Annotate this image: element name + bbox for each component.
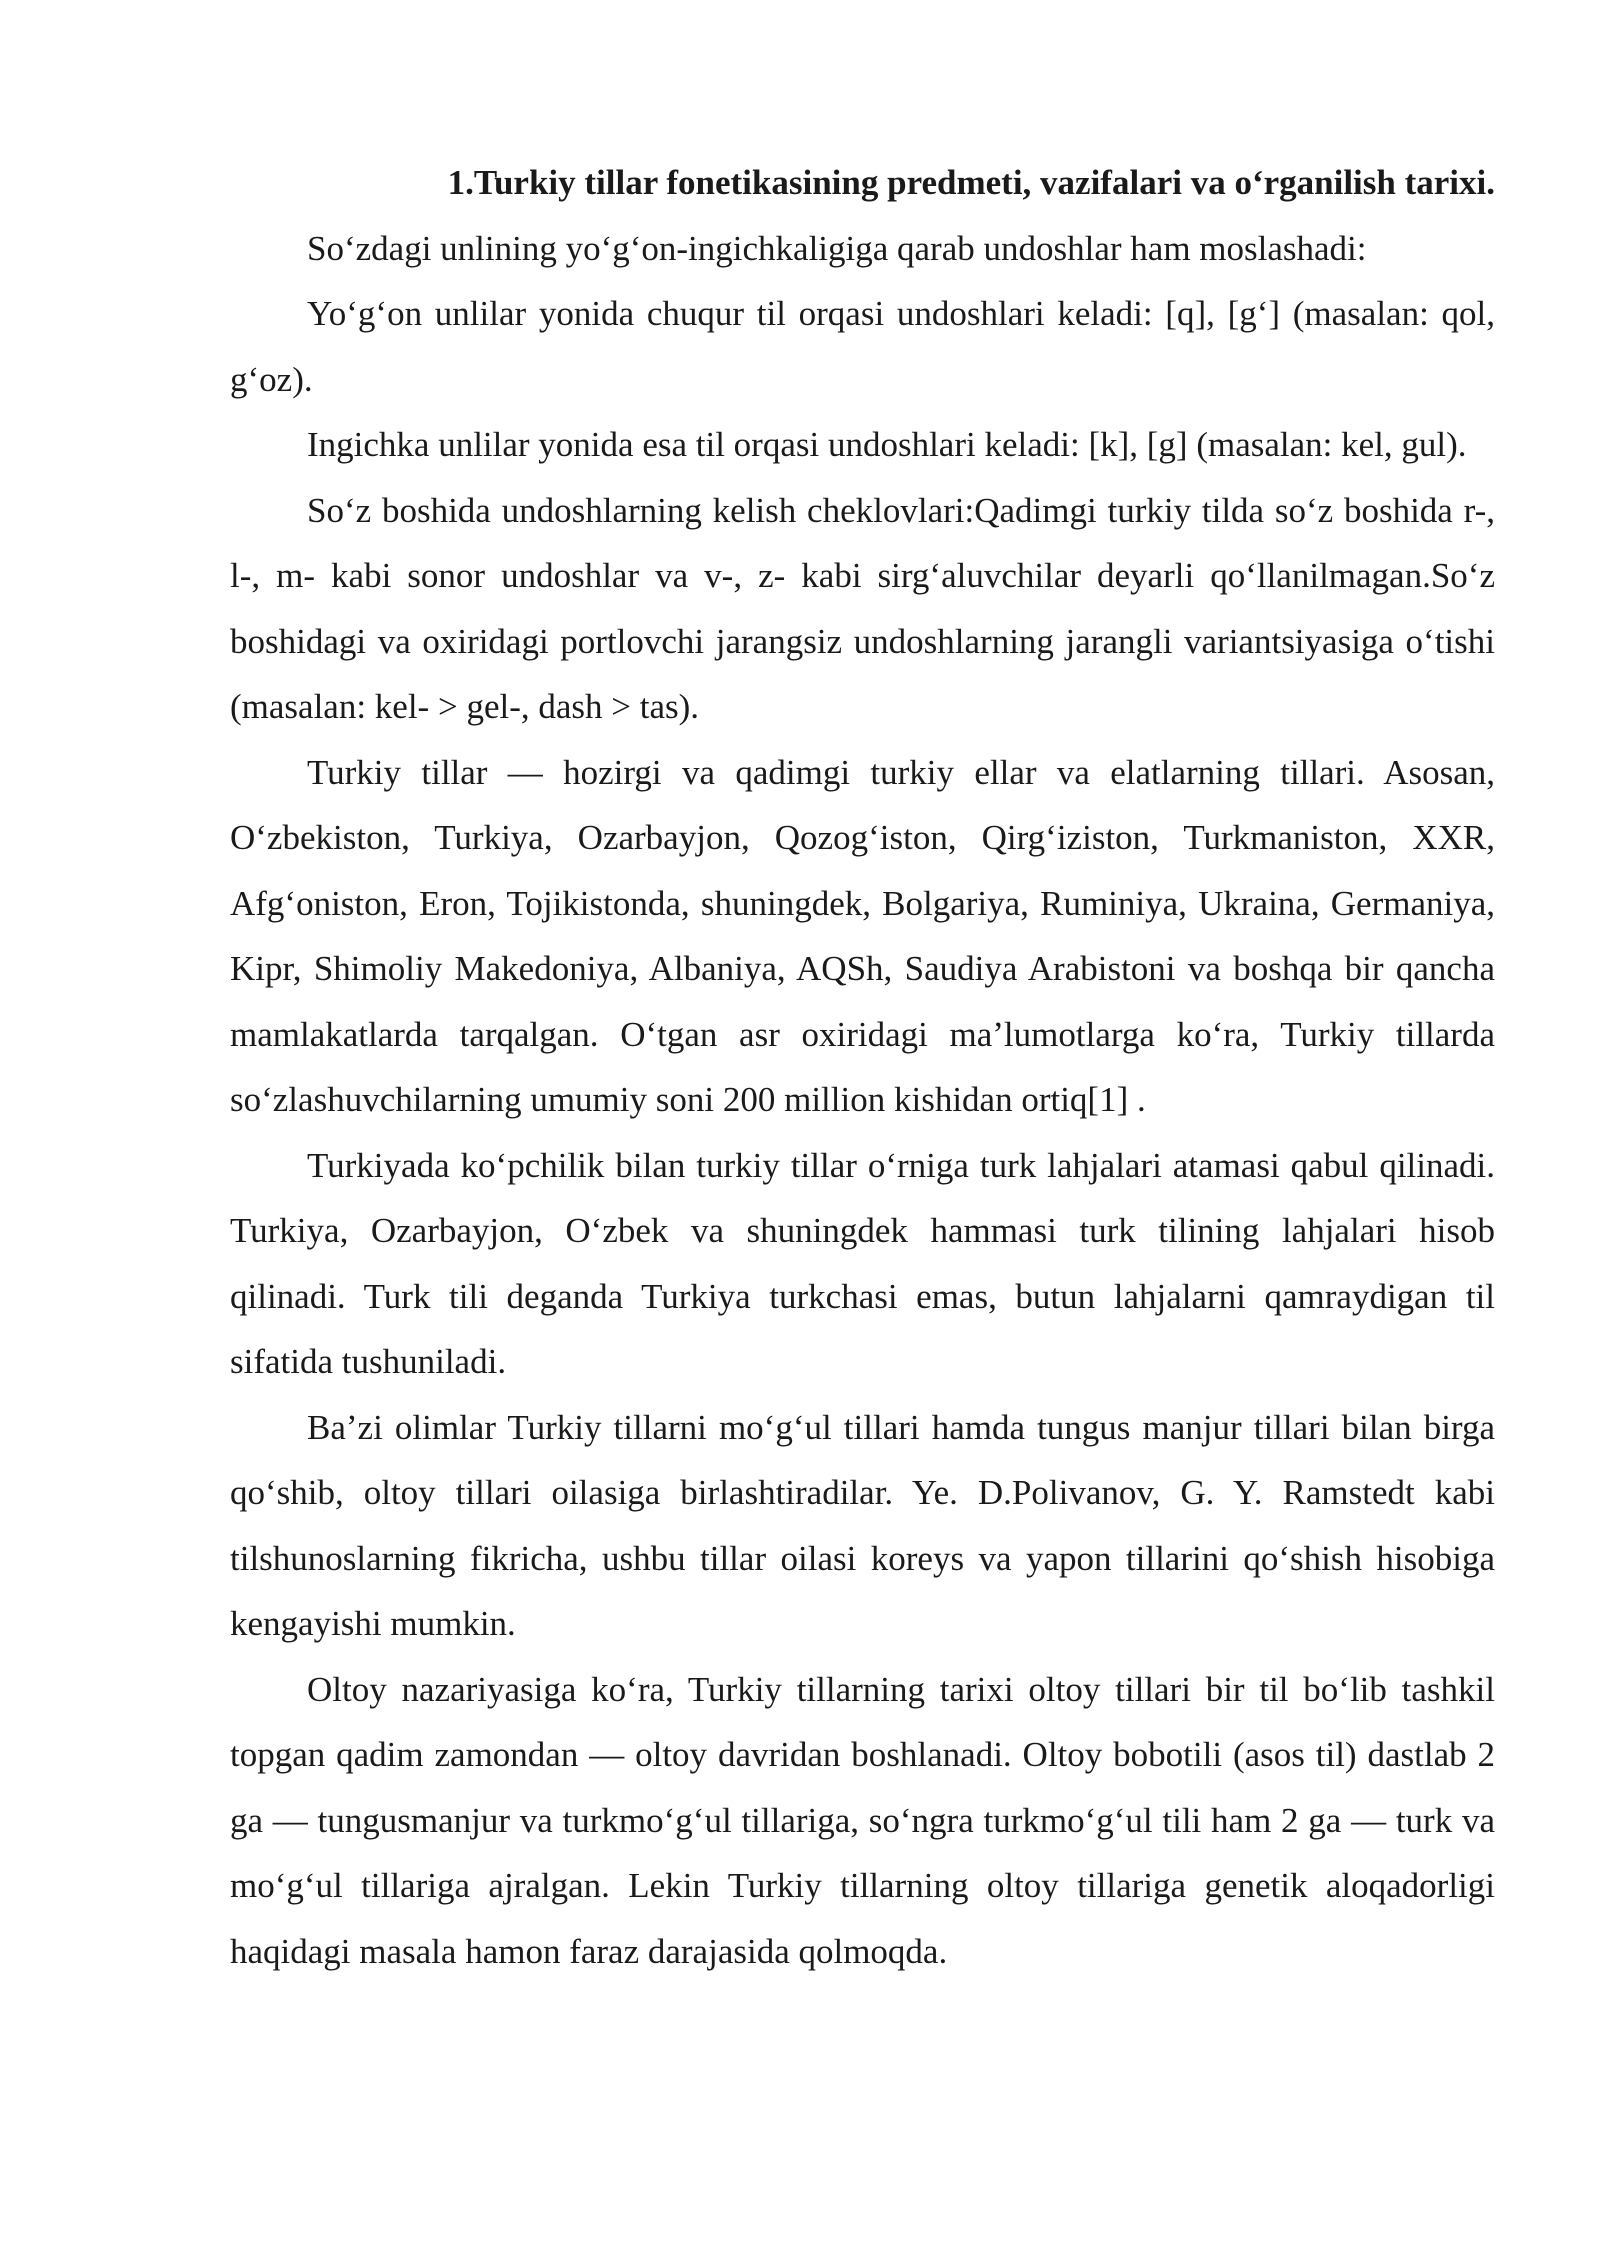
paragraph-turkic-languages: Turkiy tillar — hozirgi va qadimgi turkiy ellar va elatlarning tillari. Asosan, Oʻzbekiston, Turkiya, Ozarbayjon, Qozogʻiston, Qirgʻiziston, Turkmaniston, XXR, Afgʻoniston, Eron, Tojikistonda, shuningdek, Bolgariya, Ruminiya, Ukraina, Germaniya, Kipr, Shimoliy Makedoniya, Albaniya, AQSh, Saudiya Arabistoni va boshqa bir qancha mamlakatlarda tarqalgan. Oʻtgan asr oxiridagi maʼlumotlarga koʻra, Turkiy tillarda soʻzlashuvchilarning umumiy soni 200 million kishidan ortiq[1] . [230, 752, 1495, 1119]
paragraph-back-vowels: Yoʻgʻon unlilar yonida chuqur til orqasi undoshlari keladi: [q], [gʻ] (masalan: qol, gʻoz). [230, 294, 1495, 399]
document-page [230, 150, 1495, 1984]
paragraph-initial-consonants: Soʻz boshida undoshlarning kelish cheklovlari:Qadimgi turkiy tilda soʻz boshida r-, l-, m- kabi sonor undoshlar va v-, z- kabi sirgʻaluvchilar deyarli qoʻllanilmagan.Soʻz boshidagi va oxiridagi portlovchi jarangsiz undoshlarning jarangli variantsiyasiga oʻtishi (masalan: kel- > gel-, dash > tas). [230, 490, 1495, 726]
paragraph-turkish-dialects: Turkiyada koʻpchilik bilan turkiy tillar oʻrniga turk lahjalari atamasi qabul qilinadi. Turkiya, Ozarbayjon, Oʻzbek va shuningdek hammasi turk tilining lahjalari hisob qilinadi. Turk tili deganda Turkiya turkchasi emas, butun lahjalarni qamraydigan til sifatida tushuniladi. [230, 1145, 1495, 1381]
paragraph-front-vowels: Ingichka unlilar yonida esa til orqasi undoshlari keladi: [k], [g] (masalan: kel, gul). [307, 425, 1467, 464]
paragraph-altaic-theory: Oltoy nazariyasiga koʻra, Turkiy tillarning tarixi oltoy tillari bir til boʻlib tashkil topgan qadim zamondan — oltoy davridan boshlanadi. Oltoy bobotili (asos til) dastlab 2 ga — tungusmanjur va turkmoʻgʻul tillariga, soʻngra turkmoʻgʻul tili ham 2 ga — turk va moʻgʻul tillariga ajralgan. Lekin Turkiy tillarning oltoy tillariga genetik aloqadorligi haqidagi masala hamon faraz darajasida qolmoqda. [230, 1669, 1495, 1971]
paragraph-vowel-harmony: Soʻzdagi unlining yoʻgʻon-ingichkaligiga qarab undoshlar ham moslashadi: [307, 228, 1367, 268]
document-title: 1.Turkiy tillar fonetikasining predmeti, vazifalari va oʻrganilish tarixi. [447, 163, 1495, 202]
paragraph-altaic-family: Baʼzi olimlar Turkiy tillarni moʻgʻul tillari hamda tungus manjur tillari bilan birga qoʻshib, oltoy tillari oilasiga birlashtiradilar. Ye. D.Polivanov, G. Y. Ramstedt kabi tilshunoslarning fikricha, ushbu tillar oilasi koreys va yapon tillarini qoʻshish hisobiga kengayishi mumkin. [230, 1407, 1495, 1643]
